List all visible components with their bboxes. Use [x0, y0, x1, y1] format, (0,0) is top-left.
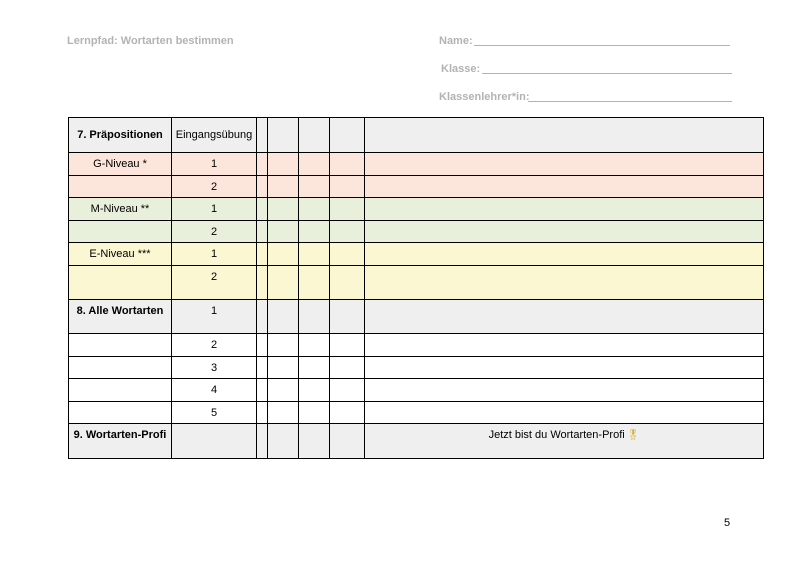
document-title: Lernpfad: Wortarten bestimmen [67, 35, 234, 47]
check-cell[interactable] [299, 379, 330, 402]
check-cell[interactable] [299, 424, 330, 459]
check-cell[interactable] [299, 243, 330, 266]
klassenlehrer-label: Klassenlehrer*in: [439, 91, 530, 103]
check-cell[interactable] [268, 221, 299, 243]
check-cell[interactable] [330, 334, 365, 357]
note-cell [365, 176, 764, 198]
check-cell[interactable] [257, 334, 268, 357]
exercise-cell: 2 [172, 266, 257, 300]
check-cell[interactable] [330, 402, 365, 424]
check-cell[interactable] [268, 198, 299, 221]
klassenlehrer-line[interactable] [528, 101, 732, 102]
table-row [69, 221, 764, 243]
check-cell[interactable] [299, 334, 330, 357]
medal-icon: 🎖 [626, 430, 640, 441]
check-cell[interactable] [299, 118, 330, 153]
table-row [69, 424, 764, 459]
check-cell[interactable] [330, 176, 365, 198]
exercise-cell: 2 [172, 221, 257, 243]
table-row [69, 198, 764, 221]
check-cell[interactable] [299, 300, 330, 334]
exercise-cell: 4 [172, 379, 257, 402]
note-cell [365, 198, 764, 221]
note-cell [365, 334, 764, 357]
check-cell[interactable] [257, 424, 268, 459]
note-cell [365, 402, 764, 424]
check-cell[interactable] [268, 266, 299, 300]
check-cell[interactable] [257, 153, 268, 176]
table-row [69, 379, 764, 402]
check-cell[interactable] [268, 153, 299, 176]
exercise-cell: 1 [172, 153, 257, 176]
exercise-cell: 1 [172, 300, 257, 334]
learning-path-table [68, 117, 764, 459]
table-row [69, 153, 764, 176]
profi-message: Jetzt bist du Wortarten-Profi [488, 429, 625, 441]
section-label-alle-wortarten: 8. Alle Wortarten [69, 300, 172, 334]
note-cell [365, 379, 764, 402]
label-cell [69, 402, 172, 424]
klasse-line[interactable] [482, 73, 732, 74]
name-label: Name: [439, 35, 473, 47]
check-cell[interactable] [330, 243, 365, 266]
level-label-m: M-Niveau ** [69, 198, 172, 221]
check-cell[interactable] [268, 334, 299, 357]
check-cell[interactable] [257, 198, 268, 221]
label-cell [69, 357, 172, 379]
exercise-cell [172, 424, 257, 459]
name-line[interactable] [474, 45, 730, 46]
check-cell[interactable] [257, 243, 268, 266]
exercise-cell: 3 [172, 357, 257, 379]
table-row [69, 118, 764, 153]
note-cell [365, 153, 764, 176]
check-cell[interactable] [330, 300, 365, 334]
check-cell[interactable] [268, 357, 299, 379]
check-cell[interactable] [299, 198, 330, 221]
check-cell[interactable] [299, 357, 330, 379]
check-cell[interactable] [268, 424, 299, 459]
label-cell [69, 379, 172, 402]
exercise-cell: 1 [172, 198, 257, 221]
profi-note-cell [365, 424, 764, 459]
check-cell[interactable] [268, 243, 299, 266]
check-cell[interactable] [330, 198, 365, 221]
check-cell[interactable] [268, 300, 299, 334]
note-cell [365, 357, 764, 379]
exercise-cell: 2 [172, 334, 257, 357]
note-cell [365, 243, 764, 266]
check-cell[interactable] [330, 266, 365, 300]
check-cell[interactable] [330, 221, 365, 243]
check-cell[interactable] [299, 402, 330, 424]
check-cell[interactable] [257, 221, 268, 243]
section-label-wortarten-profi: 9. Wortarten-Profi [69, 424, 172, 459]
check-cell[interactable] [257, 402, 268, 424]
check-cell[interactable] [268, 379, 299, 402]
note-cell [365, 300, 764, 334]
table-row [69, 176, 764, 198]
check-cell[interactable] [330, 424, 365, 459]
page-number: 5 [724, 517, 731, 529]
check-cell[interactable] [330, 379, 365, 402]
check-cell[interactable] [257, 357, 268, 379]
table-row [69, 357, 764, 379]
note-cell [365, 221, 764, 243]
table-row [69, 243, 764, 266]
label-cell [69, 334, 172, 357]
table-row [69, 300, 764, 334]
exercise-cell: 1 [172, 243, 257, 266]
check-cell[interactable] [257, 118, 268, 153]
check-cell[interactable] [257, 176, 268, 198]
level-label-empty [69, 221, 172, 243]
check-cell[interactable] [268, 176, 299, 198]
check-cell[interactable] [257, 379, 268, 402]
section-label-praepositionen: 7. Präpositionen [69, 118, 172, 153]
table-row [69, 266, 764, 300]
check-cell[interactable] [330, 153, 365, 176]
check-cell[interactable] [268, 402, 299, 424]
check-cell[interactable] [299, 266, 330, 300]
check-cell[interactable] [257, 300, 268, 334]
check-cell[interactable] [299, 221, 330, 243]
check-cell[interactable] [268, 118, 299, 153]
level-label-e: E-Niveau *** [69, 243, 172, 266]
check-cell[interactable] [299, 176, 330, 198]
check-cell[interactable] [299, 153, 330, 176]
level-label-g: G-Niveau * [69, 153, 172, 176]
level-label-empty [69, 176, 172, 198]
check-cell[interactable] [330, 357, 365, 379]
exercise-cell: Eingangsübung [172, 118, 257, 153]
note-cell [365, 266, 764, 300]
check-cell[interactable] [330, 118, 365, 153]
exercise-cell: 2 [172, 176, 257, 198]
note-cell [365, 118, 764, 153]
level-label-empty [69, 266, 172, 300]
klasse-label: Klasse: [441, 63, 481, 75]
table-row [69, 402, 764, 424]
exercise-cell: 5 [172, 402, 257, 424]
table-row [69, 334, 764, 357]
check-cell[interactable] [257, 266, 268, 300]
